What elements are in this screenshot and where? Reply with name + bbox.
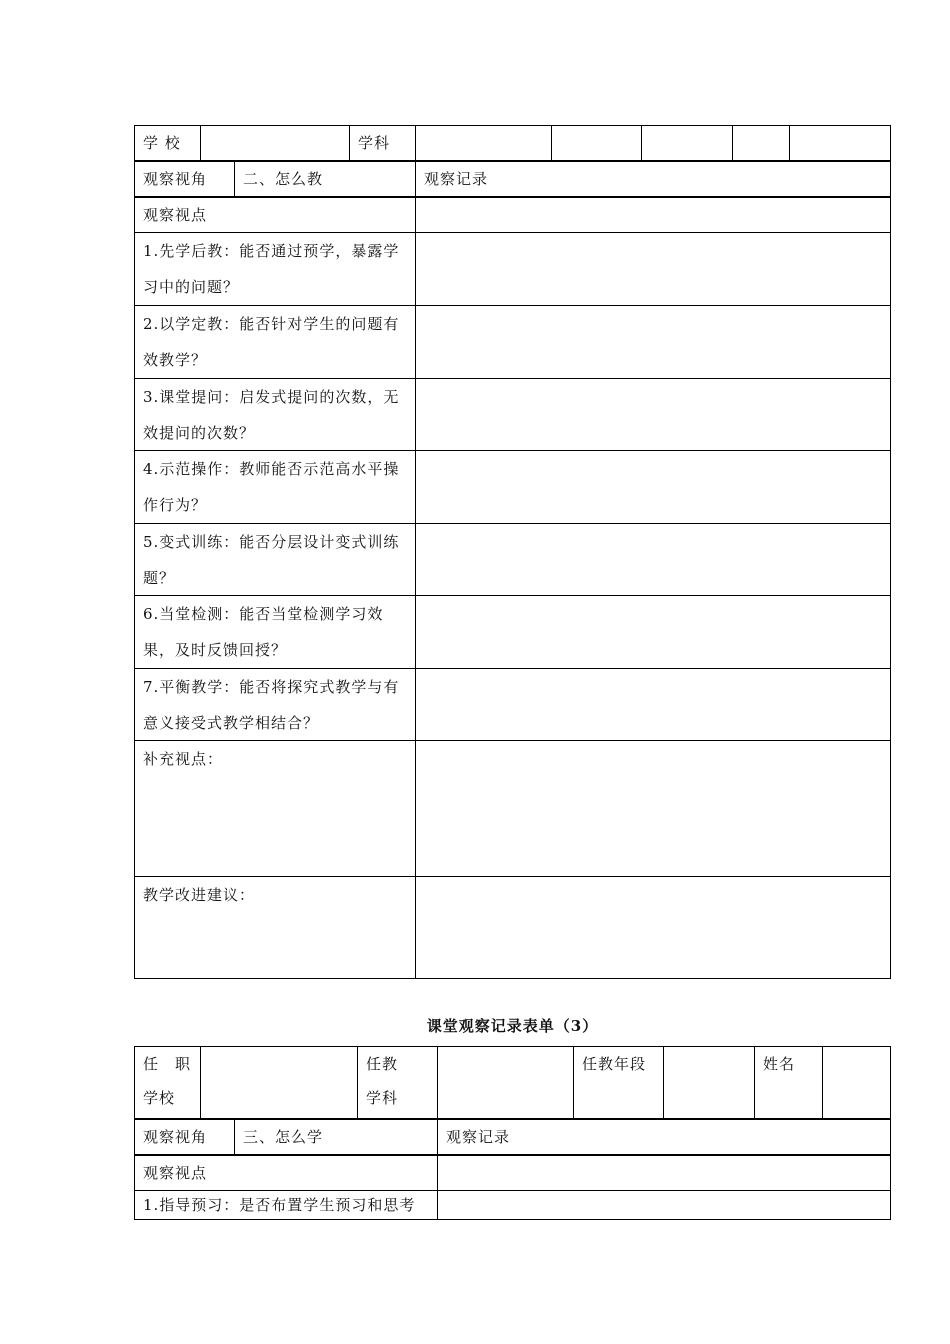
school-label-line2: 学校 [143,1089,176,1107]
list-item [134,379,891,451]
angle-value: 三、怎么学 [243,1128,324,1146]
list-item [134,669,891,741]
suggestion-row [134,877,891,979]
blank-field-2[interactable] [641,125,732,161]
name-label: 姓名 [763,1055,796,1073]
item-record-field[interactable] [415,306,891,378]
viewpoint-record-field[interactable] [415,197,891,233]
blank-field-3[interactable] [732,125,789,161]
viewpoint-label: 观察视点 [143,206,208,224]
school-label-line1: 任 职 [143,1055,192,1073]
subject-label-line2: 学科 [366,1089,399,1107]
item-record-field[interactable] [415,379,891,451]
suggestion-label: 教学改进建议： [143,886,256,904]
school-label: 学 校 [143,134,181,152]
header-row [134,1046,891,1119]
list-item [134,451,891,523]
list-item [134,596,891,668]
list-item [134,233,891,306]
item-record-field[interactable] [437,1191,891,1220]
list-item [134,524,891,596]
item-text: 7.平衡教学：能否将探究式教学与有意义接受式教学相结合？ [143,678,400,732]
viewpoint-row [134,1155,891,1191]
item-text: 5.变式训练：能否分层设计变式训练题？ [143,533,400,587]
grade-value-field[interactable] [663,1046,754,1119]
header-row [134,125,891,161]
school-value-field[interactable] [200,125,349,161]
item-text: 6.当堂检测：能否当堂检测学习效果，及时反馈回授？ [143,605,384,659]
item-text: 2.以学定教：能否针对学生的问题有效教学？ [143,315,400,369]
blank-field-4[interactable] [789,125,891,161]
viewpoint-record-field[interactable] [437,1155,891,1191]
subject-label-line1: 任教 [366,1055,399,1073]
item-text: 1.先学后教：能否通过预学，暴露学习中的问题？ [143,242,400,296]
item-text: 4.示范操作：教师能否示范高水平操作行为？ [143,460,400,514]
blank-field-1[interactable] [551,125,641,161]
item-record-field[interactable] [415,233,891,306]
item-record-field[interactable] [415,669,891,741]
supplement-row [134,741,891,877]
observation-table-learning [134,1046,891,1220]
item-record-field[interactable] [415,451,891,523]
angle-label: 观察视角 [143,170,208,188]
name-value-field[interactable] [822,1046,891,1119]
supplement-label: 补充视点： [143,750,224,768]
form-title: 课堂观察记录表单（3） [426,1017,599,1035]
subject-value-field[interactable] [437,1046,573,1119]
subject-label: 学科 [358,134,391,152]
school-value-field[interactable] [200,1046,357,1119]
observation-table-teaching [134,125,891,979]
item-record-field[interactable] [415,524,891,596]
subject-label [357,1046,437,1119]
record-label: 观察记录 [446,1128,511,1146]
viewpoint-label: 观察视点 [143,1164,208,1182]
grade-label: 任教年段 [582,1055,647,1073]
angle-row [134,161,891,197]
record-label: 观察记录 [424,170,489,188]
list-item [134,306,891,378]
angle-row [134,1119,891,1155]
suggestion-field[interactable] [415,877,891,979]
item-record-field[interactable] [415,596,891,668]
angle-label: 观察视角 [143,1128,208,1146]
angle-value: 二、怎么教 [243,170,324,188]
subject-value-field[interactable] [415,125,551,161]
supplement-field[interactable] [415,741,891,877]
list-item [134,1191,891,1220]
school-label [134,1046,200,1119]
item-text: 1.指导预习：是否布置学生预习和思考 [143,1196,416,1214]
item-text: 3.课堂提问：启发式提问的次数，无效提问的次数？ [143,388,400,442]
viewpoint-row [134,197,891,233]
